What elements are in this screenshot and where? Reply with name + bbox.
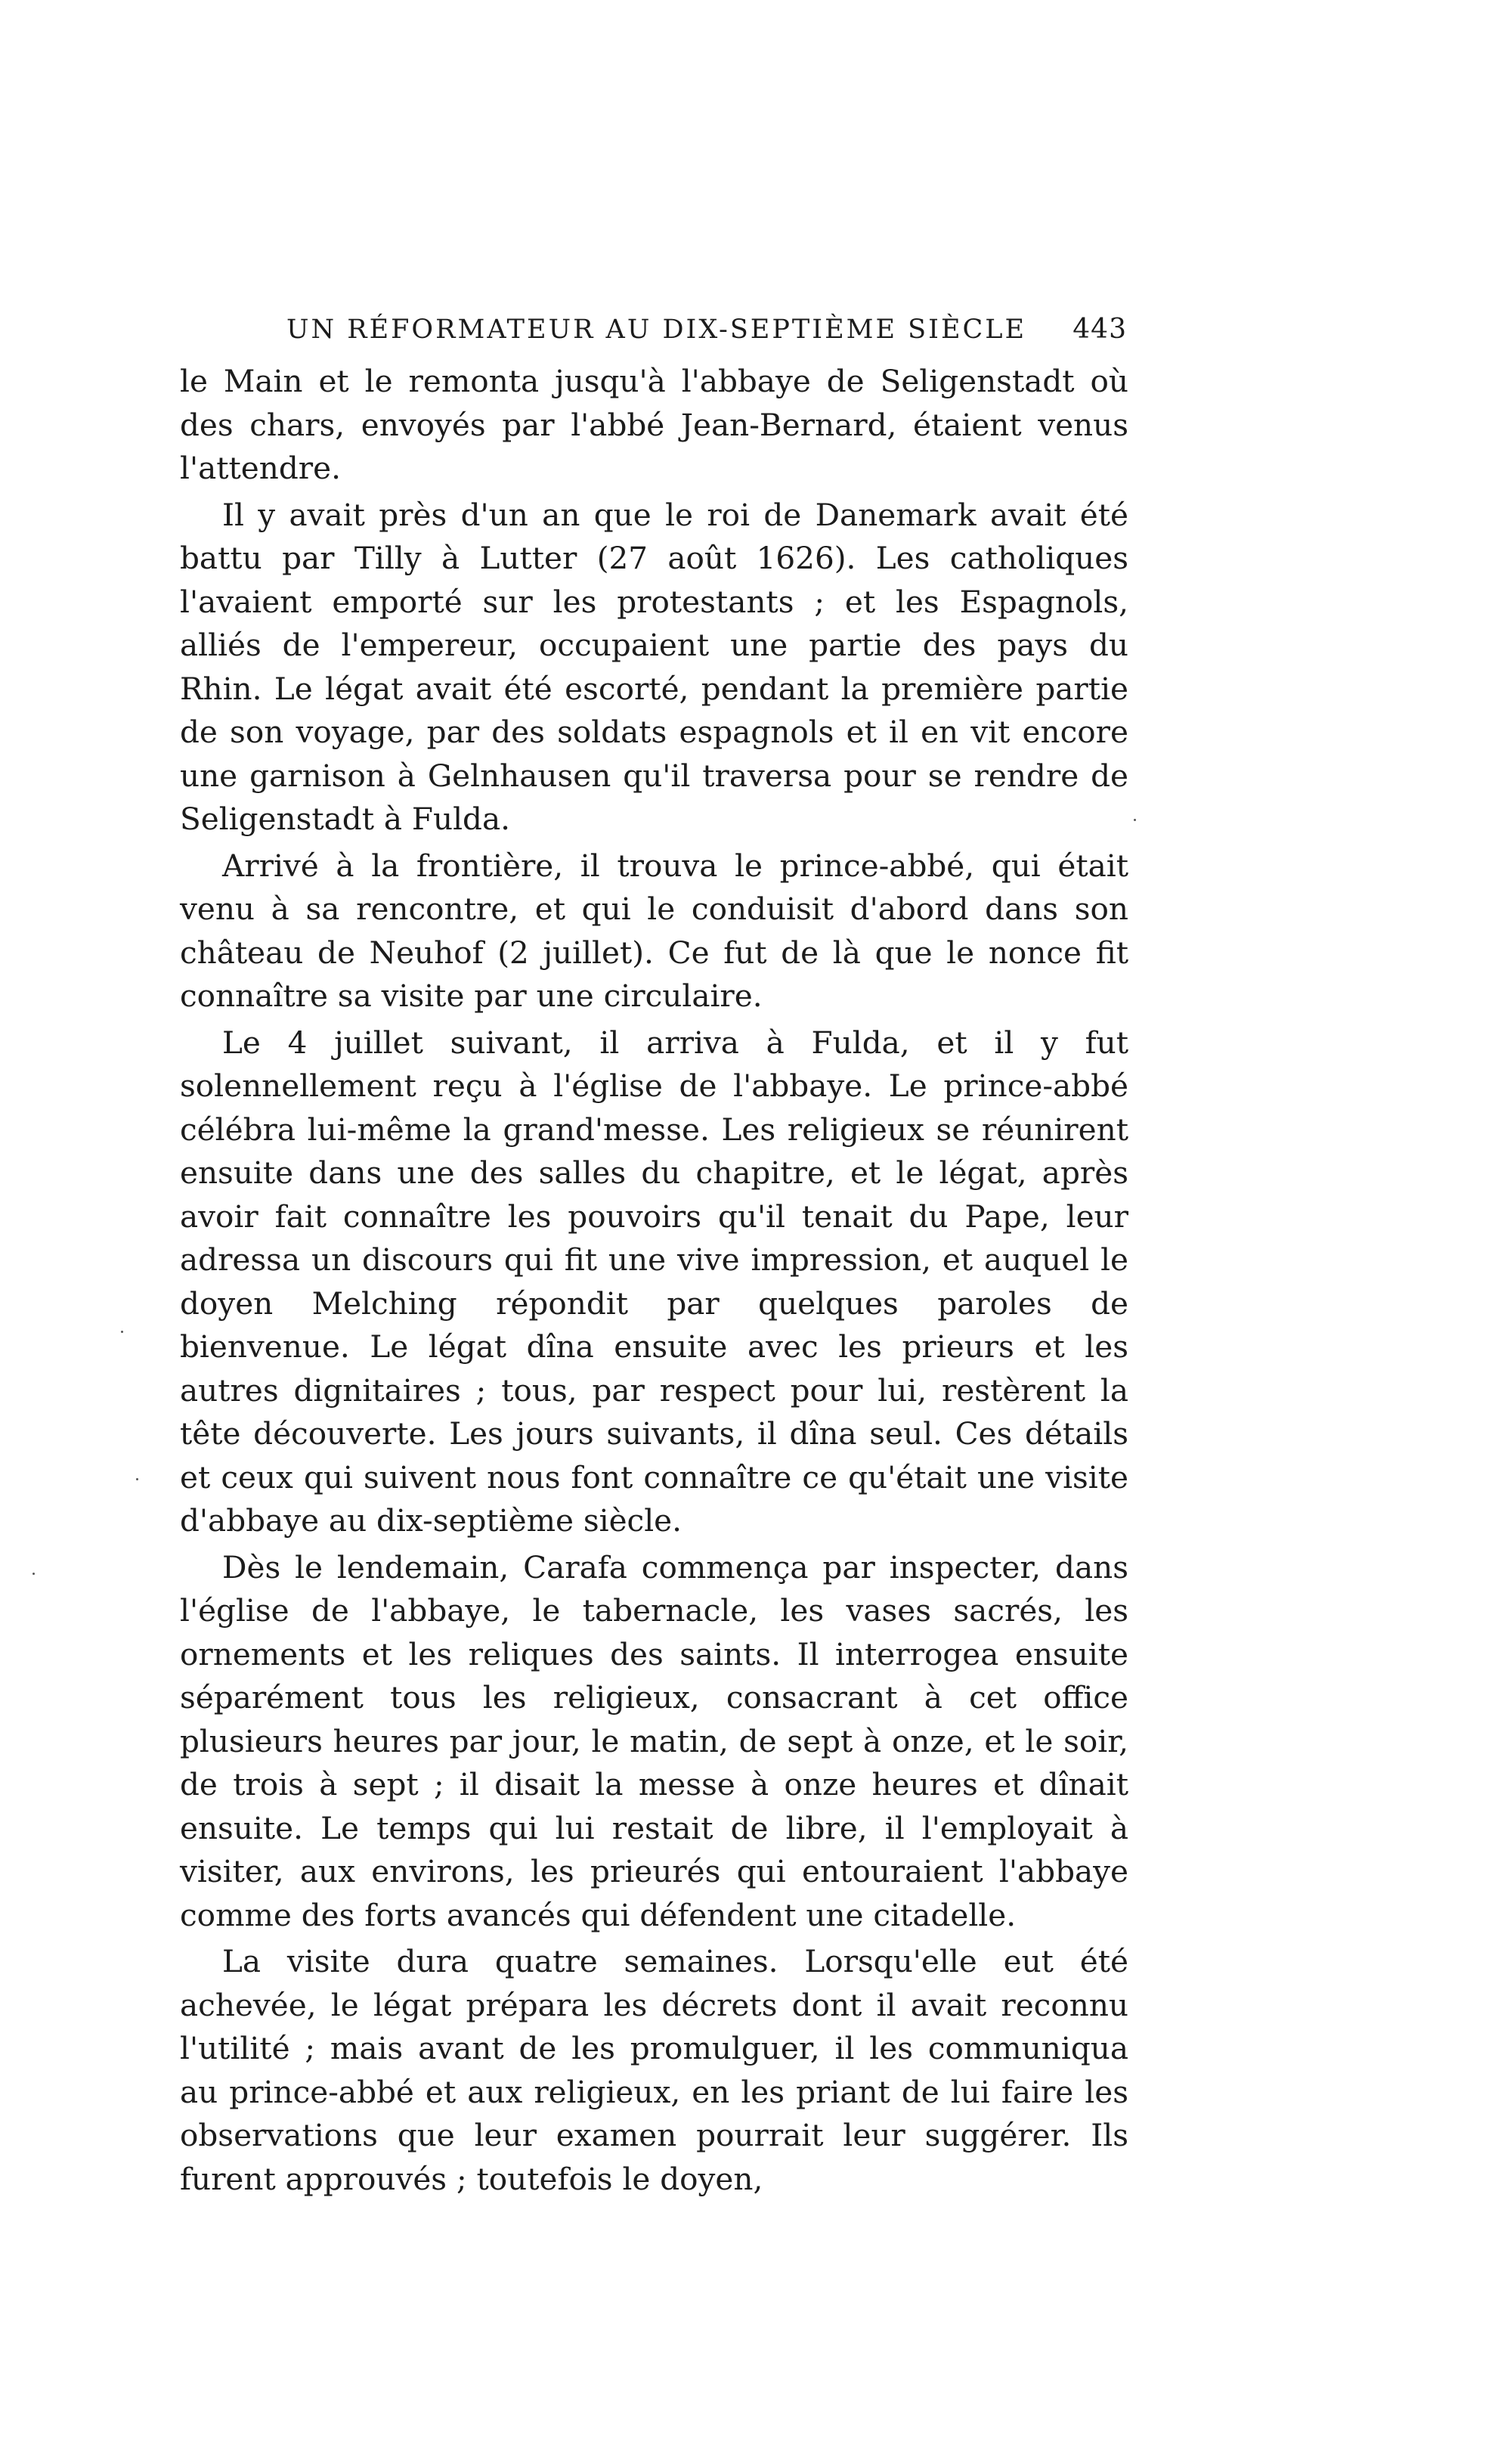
body-text	[180, 360, 1128, 2201]
paragraph: La visite dura quatre semaines. Lorsqu'elle eut été achevée, le légat prépara les décrets dont il avait reconnu l'utilité ; mais avant de les promulguer, il les communiqua au prince-abbé et aux religieux, en les priant de lui faire les observations que leur examen pourrait leur suggérer. Ils furent approuvés ; toutefois le doyen,	[180, 1943, 1128, 2197]
paper-speck	[121, 1331, 123, 1333]
paragraph-continued: le Main et le remonta jusqu'à l'abbaye de Seligenstadt où des chars, envoyés par l'abbé Jean-Bernard, étaient venus l'attendre.	[180, 363, 1128, 486]
paragraph: Il y avait près d'un an que le roi de Danemark avait été battu par Tilly à Lutter (27 août 1626). Les catholiques l'avaient emporté sur les protestants ; et les Espagnols, alliés de l'empereur, occupaient une partie des pays du Rhin. Le légat avait été escorté, pendant la première partie de son voyage, par des soldats espagnols et il en vit encore une garnison à Gelnhausen qu'il traversa pour se rendre de Seligenstadt à Fulda.	[180, 496, 1128, 837]
paper-speck	[32, 1573, 35, 1575]
page-number: 443	[1072, 314, 1127, 345]
paragraph: Arrivé à la frontière, il trouva le prince-abbé, qui était venu à sa rencontre, et qui le conduisit d'abord dans son château de Neuhof (2 juillet). Ce fut de là que le nonce fit connaître sa visite par une circulaire.	[180, 847, 1128, 1014]
paper-speck	[136, 1478, 138, 1480]
running-title: UN RÉFORMATEUR AU DIX-SEPTIÈME SIÈCLE	[286, 315, 1027, 345]
paragraph: Le 4 juillet suivant, il arriva à Fulda, et il y fut solennellement reçu à l'église de l'abbaye. Le prince-abbé célébra lui-même la grand'messe. Les religieux se réunirent ensuite dans une des salles du chapitre, et le légat, après avoir fait connaître les pouvoirs qu'il tenait du Pape, leur adressa un discours qui fit une vive impression, et auquel le doyen Melching répondit par quelques paroles de bienvenue. Le légat dîna ensuite avec les prieurs et les autres dignitaires ; tous, par respect pour lui, restèrent la tête découverte. Les jours suivants, il dîna seul. Ces détails et ceux qui suivent nous font connaître ce qu'était une visite d'abbaye au dix-septième siècle.	[180, 1024, 1128, 1539]
paragraph: Dès le lendemain, Carafa commença par inspecter, dans l'église de l'abbaye, le tabernacle, les vases sacrés, les ornements et les reliques des saints. Il interrogea ensuite séparément tous les religieux, consacrant à cet office plusieurs heures par jour, le matin, de sept à onze, et le soir, de trois à sept ; il disait la messe à onze heures et dînait ensuite. Le temps qui lui restait de libre, il l'employait à visiter, aux environs, les prieurés qui entouraient l'abbaye comme des forts avancés qui défendent une citadelle.	[180, 1548, 1128, 1933]
paper-speck	[1134, 819, 1136, 821]
running-header	[286, 307, 1127, 352]
